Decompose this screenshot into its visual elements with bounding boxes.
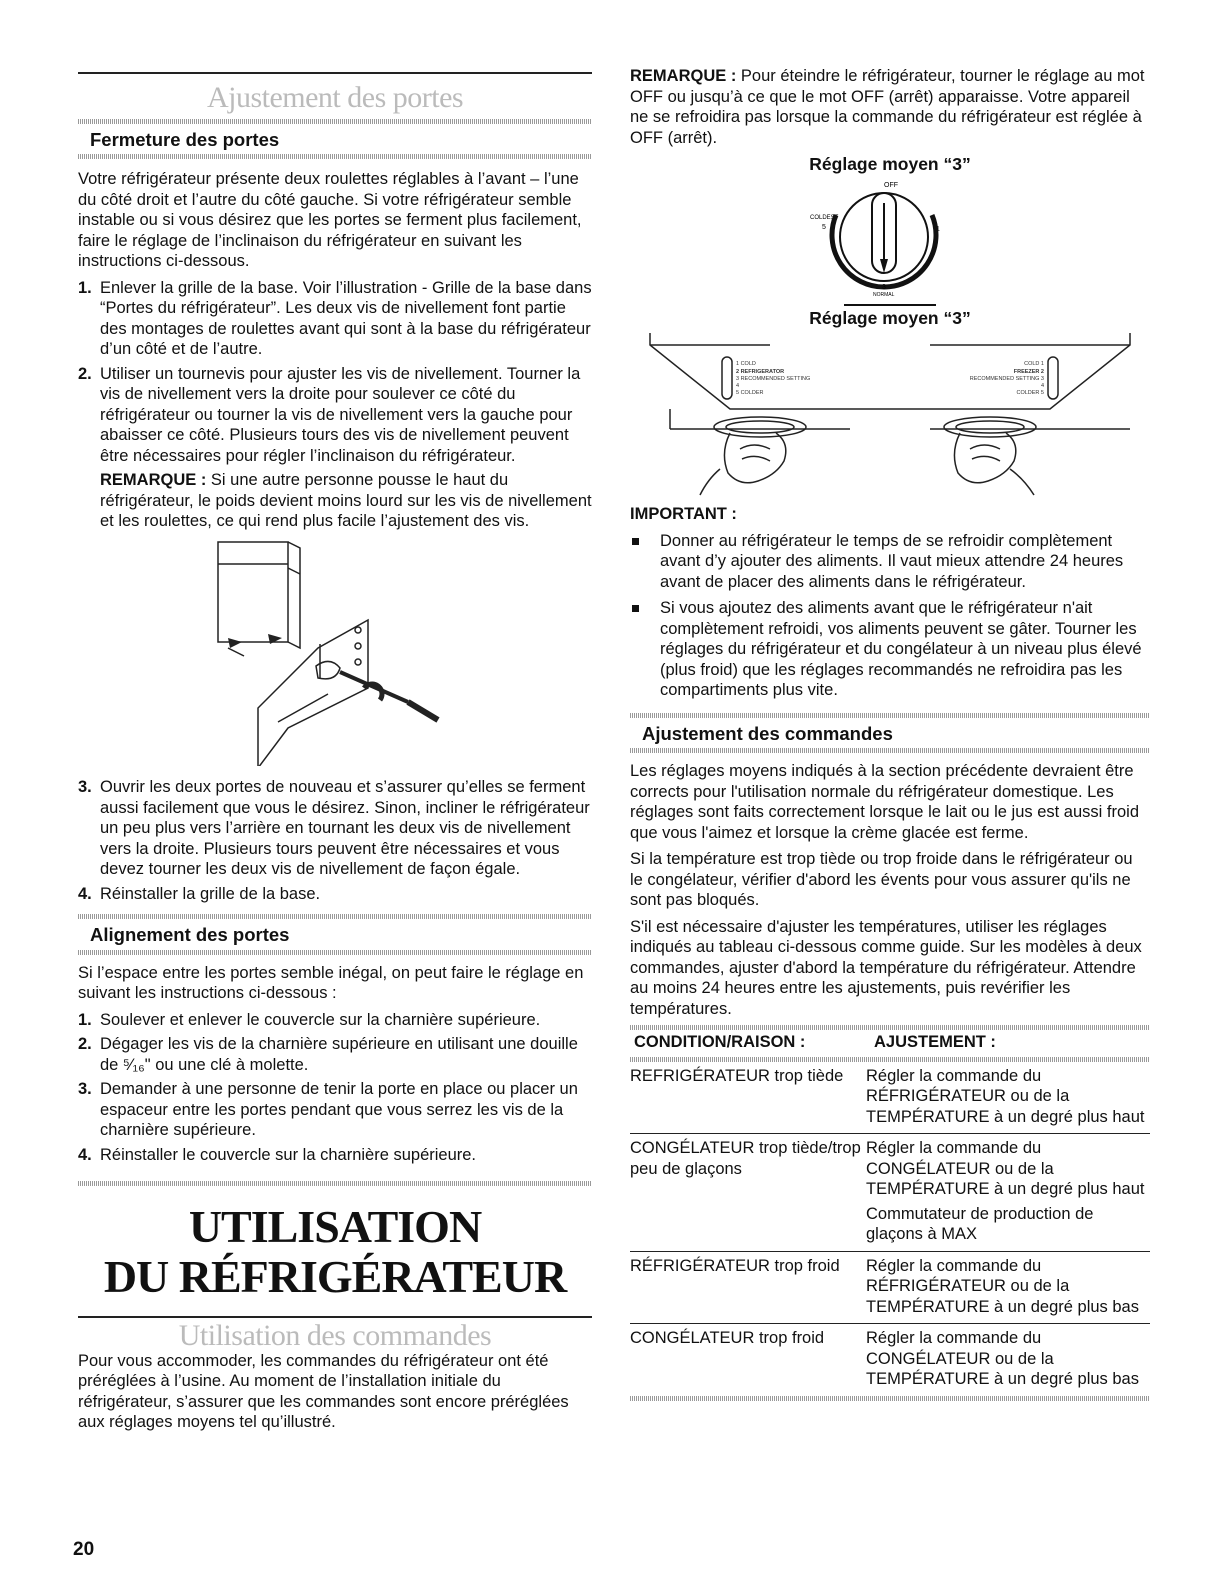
bullet-square-icon bbox=[632, 538, 639, 545]
subtitle-closing: Fermeture des portes bbox=[90, 128, 280, 150]
important-list bbox=[630, 531, 1150, 701]
svg-text:COLDER 5: COLDER 5 bbox=[1016, 389, 1044, 396]
page-number: 20 bbox=[73, 1539, 95, 1560]
table-header-adjustment: AJUSTEMENT : bbox=[874, 1033, 996, 1051]
right-column bbox=[630, 0, 1150, 1401]
list-item: Si vous ajoutez des aliments avant que le réfrigérateur n'ait complètement refroidi, vos aliments peuvent se gâter. Tourner les réglages du réfrigérateur et du congélateur à un niveau plus élevé (plus froid) que les réglages recommandés ne refroidira pas les compartiments plus vite. bbox=[630, 598, 1150, 701]
svg-text:5 COLDER: 5 COLDER bbox=[736, 389, 764, 396]
table-row bbox=[630, 1251, 1150, 1324]
list-item: 4. Réinstaller la grille de la base. bbox=[78, 884, 321, 903]
chapter-title: UTILISATION DU RÉFRIGÉRATEUR bbox=[103, 1201, 567, 1302]
table-row bbox=[630, 1062, 1150, 1134]
table-row bbox=[630, 1134, 1150, 1252]
bullet-square-icon bbox=[632, 605, 639, 612]
slider-controls-illustration bbox=[630, 329, 1150, 499]
table-cell-condition: RÉFRIGÉRATEUR trop froid bbox=[630, 1251, 866, 1324]
list-item: 2. Utiliser un tournevis pour ajuster les vis de nivellement. Tourner la vis de nivellement vers la droite pour soulever ce côté du réfrigérateur ou tourner la vis de nivellement vers la gauche pour abaisser ce côté. Plusieurs tours des vis de nivellement peuvent être nécessaires pour régler l’inclinaison du réfrigérateur. bbox=[78, 364, 581, 465]
adjustment-table bbox=[630, 1030, 1150, 1396]
controls-intro: Pour vous accommoder, les commandes du réfrigérateur ont été préréglées à l’usine. Au moment de l’installation initiale du réfrigérateur, s’assurer que les commandes sont encore préréglées aux réglages moyens tel qu’illustré. bbox=[78, 1351, 569, 1431]
svg-text:1: 1 bbox=[936, 225, 940, 233]
table-header-row bbox=[630, 1030, 1150, 1057]
setting-label-dial: Réglage moyen “3” bbox=[809, 154, 971, 174]
closing-steps bbox=[78, 278, 592, 467]
svg-text:1 COLD: 1 COLD bbox=[736, 360, 756, 367]
svg-text:OFF: OFF bbox=[884, 181, 898, 189]
section-rule bbox=[78, 1316, 592, 1318]
temperature-dial-illustration bbox=[630, 175, 1150, 297]
svg-text:3 RECOMMENDED SETTING: 3 RECOMMENDED SETTING bbox=[736, 375, 811, 382]
table-header-condition: CONDITION/RAISON : bbox=[634, 1033, 806, 1051]
svg-text:5: 5 bbox=[822, 223, 826, 231]
section-rule bbox=[78, 72, 592, 74]
table-cell-adjustment: Régler la commande du RÉFRIGÉRATEUR ou de la TEMPÉRATURE à un degré plus bas bbox=[866, 1251, 1150, 1324]
section-title-adjustment: Ajustement des portes bbox=[206, 81, 464, 114]
table-cell-adjustment: Régler la commande du CONGÉLATEUR ou de la TEMPÉRATURE à un degré plus haut Commutateur de production de glaçons à MAX bbox=[866, 1134, 1150, 1252]
svg-text:4: 4 bbox=[736, 382, 740, 389]
adjust-paragraph-1: Les réglages moyens indiqués à la section précédente devraient être corrects pour l'utilisation normale du réfrigérateur domestique. Les réglages sont faits correctement lorsque le lait ou le jus est aussi froid que vous l'aimez et lorsque la crème glacée est ferme. bbox=[630, 762, 1140, 842]
alignment-steps bbox=[78, 1010, 592, 1166]
svg-text:NORMAL: NORMAL bbox=[873, 291, 895, 297]
hatch-divider bbox=[78, 1181, 592, 1186]
svg-text:2 REFRIGERATOR: 2 REFRIGERATOR bbox=[736, 368, 785, 375]
closing-intro: Votre réfrigérateur présente deux roulettes réglables à l’avant – l’une du côté droit et l’autre du côté gauche. Si votre réfrigérateur semble instable ou si vous désirez que les portes se ferment plus facilement, faire le réglage de l’inclinaison du réfrigérateur en suivant les instructions ci-dessous. bbox=[78, 170, 582, 270]
list-item: 3. Demander à une personne de tenir la porte en place ou placer un espaceur entre les portes pendant que vous serrez les vis de la charnière supérieure. bbox=[78, 1080, 578, 1139]
list-item: 1. Soulever et enlever le couvercle sur la charnière supérieure. bbox=[78, 1010, 541, 1029]
table-cell-condition: REFRIGÉRATEUR trop tiède bbox=[630, 1066, 844, 1085]
dial-underline bbox=[844, 304, 936, 306]
table-cell-condition: CONGÉLATEUR trop froid bbox=[630, 1324, 866, 1396]
svg-text:COLD 1: COLD 1 bbox=[1024, 360, 1044, 367]
svg-text:3: 3 bbox=[882, 283, 886, 291]
list-item: 2. Dégager les vis de la charnière supérieure en utilisant une douille de ⁵⁄₁₆" ou une clé à molette. bbox=[78, 1035, 578, 1074]
adjust-paragraph-3: S'il est nécessaire d'ajuster les températures, utiliser les réglages indiqués au tableau ci-dessous comme guide. Sur les modèles à deux commandes, ajuster d'abord la température du réfrigérateur. Attendre au moins 24 heures entre les ajustements, puis revérifier les températures. bbox=[630, 917, 1142, 1018]
list-item: 4. Réinstaller le couvercle sur la charnière supérieure. bbox=[78, 1145, 477, 1164]
section-title-controls: Utilisation des commandes bbox=[178, 1319, 492, 1352]
table-row bbox=[630, 1324, 1150, 1396]
left-column bbox=[78, 0, 592, 1439]
list-item: Donner au réfrigérateur le temps de se refroidir complètement avant d’y ajouter des aliments. Il vaut mieux attendre 24 heures avant de placer des aliments dans le réfrigérateur. bbox=[630, 531, 1150, 593]
setting-label-slider: Réglage moyen “3” bbox=[809, 308, 971, 328]
off-note: REMARQUE : Pour éteindre le réfrigérateur, tourner le réglage au mot OFF ou jusqu’à ce que le mot OFF (arrêt) apparaisse. Votre appareil ne se refroidira pas lorsque la commande du réfrigérateur est réglée à OFF (arrêt). bbox=[630, 67, 1145, 147]
closing-steps-2 bbox=[78, 777, 592, 904]
svg-text:RECOMMENDED SETTING 3: RECOMMENDED SETTING 3 bbox=[969, 375, 1044, 382]
subtitle-alignment: Alignement des portes bbox=[90, 924, 290, 945]
leveling-screw-illustration bbox=[78, 538, 592, 766]
table-cell-adjustment: Régler la commande du RÉFRIGÉRATEUR ou de la TEMPÉRATURE à un degré plus haut bbox=[866, 1066, 1145, 1126]
list-item: 3. Ouvrir les deux portes de nouveau et s’assurer qu’elles se ferment aussi facilement que vous le désirez. Sinon, incliner le réfrigérateur un peu plus vers l’arrière en tournant les deux vis de nivellement vers la droite. Plusieurs tours peuvent être nécessaires et vous devez tourner les deux vis de nivellement de façon égale. bbox=[78, 778, 590, 878]
svg-text:4: 4 bbox=[1040, 382, 1044, 389]
alignment-intro: Si l’espace entre les portes semble inégal, on peut faire le réglage en suivant les instructions ci-dessous : bbox=[78, 963, 584, 1002]
table-cell-condition: CONGÉLATEUR trop tiède/trop peu de glaçons bbox=[630, 1134, 866, 1252]
important-label: IMPORTANT : bbox=[630, 505, 737, 523]
table-cell-adjustment: Régler la commande du CONGÉLATEUR ou de la TEMPÉRATURE à un degré plus bas bbox=[866, 1324, 1150, 1396]
closing-note: REMARQUE : Si une autre personne pousse le haut du réfrigérateur, le poids devient moins lourd sur les vis de nivellement et les roulettes, ce qui rend plus facile l’ajustement des vis. bbox=[100, 471, 592, 530]
subtitle-adjust-controls: Ajustement des commandes bbox=[642, 722, 893, 744]
hatch-divider bbox=[630, 1396, 1150, 1401]
adjust-paragraph-2: Si la température est trop tiède ou trop froide dans le réfrigérateur ou le congélateur, vérifier d'abord les évents pour vous assurer qu'ils ne sont pas bloqués. bbox=[630, 850, 1133, 909]
list-item: 1. Enlever la grille de la base. Voir l’illustration - Grille de la base dans “Portes du réfrigérateur”. Les deux vis de nivellement font partie des montages de roulettes avant qui sont à la base du réfrigérateur d’un côté et de l’autre. bbox=[78, 278, 592, 358]
svg-text:FREEZER 2: FREEZER 2 bbox=[1013, 368, 1044, 375]
svg-text:COLDEST: COLDEST bbox=[810, 214, 839, 221]
